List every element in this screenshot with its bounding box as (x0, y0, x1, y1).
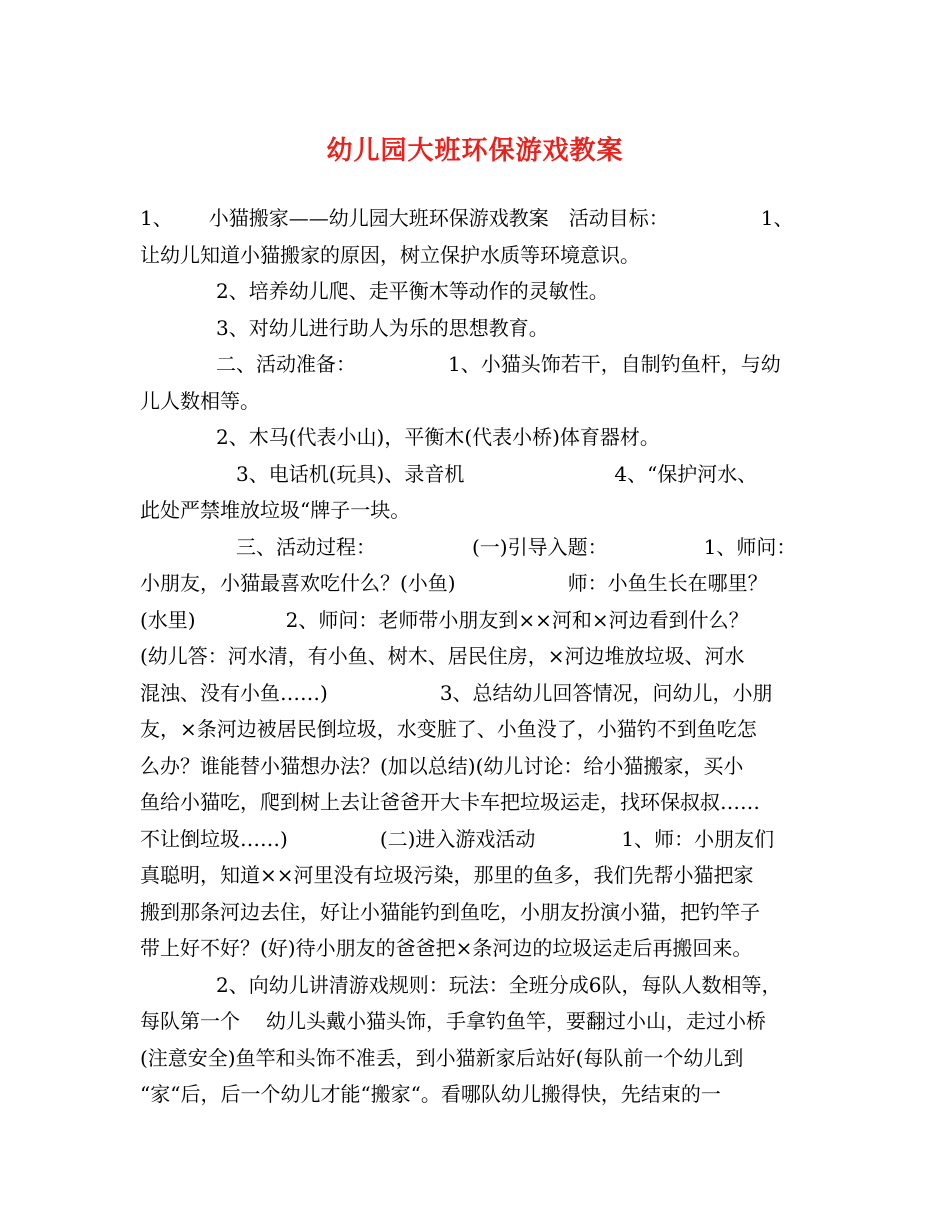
text-segment: 3、电话机(玩具)、录音机 (236, 461, 465, 486)
text-segment: 3、总结幼儿回答情况，问幼儿，小朋 (439, 680, 773, 705)
text-line (140, 529, 830, 566)
text-segment: 1、 (760, 206, 794, 230)
text-segment: 混浊、没有小鱼……) (140, 680, 328, 705)
text-line (140, 748, 830, 785)
text-segment: 3、对幼儿进行助人为乐的思想教育。 (216, 315, 549, 340)
text-segment: 么办？谁能替小猫想办法？(加以总结)(幼儿讨论：给小猫搬家，买小 (140, 753, 744, 778)
text-segment: 2、培养幼儿爬、走平衡木等动作的灵敏性。 (216, 279, 609, 303)
text-segment: 1、 (140, 206, 173, 230)
text-segment: 真聪明，知道××河里没有垃圾污染，那里的鱼多，我们先帮小猫把家 (140, 863, 754, 887)
text-line (140, 1040, 830, 1077)
text-line (140, 638, 830, 675)
text-segment: (幼儿答：河水清，有小鱼、树木、居民住房，×河边堆放垃圾、河水 (140, 644, 745, 668)
text-line (140, 857, 830, 894)
text-segment: 小猫搬家——幼儿园大班环保游戏教案 (208, 206, 549, 230)
text-segment: (注意安全)鱼竿和头饰不准丢，到小猫新家后站好(每队前一个幼儿到 (140, 1045, 744, 1070)
text-line (140, 1003, 830, 1040)
text-segment: 此处严禁堆放垃圾“牌子一块。 (140, 498, 411, 522)
document-body (140, 200, 830, 1113)
text-segment: 不让倒垃圾……) (140, 826, 288, 851)
text-line (140, 675, 830, 712)
text-segment: 活动目标： (568, 206, 669, 230)
text-segment: 1、小猫头饰若干，自制钓鱼杆，与幼 (448, 352, 781, 376)
text-segment: 鱼给小猫吃，爬到树上去让爸爸开大卡车把垃圾运走，找环保叔叔…… (140, 790, 760, 814)
text-segment: 1、师问： (703, 534, 797, 559)
text-segment: 1、师：小朋友们 (621, 826, 775, 851)
text-segment: 师：小鱼生长在哪里？ (567, 571, 768, 595)
text-segment: “家“后，后一个幼儿才能“搬家“。看哪队幼儿搬得快，先结束的一 (140, 1082, 721, 1106)
text-segment: 让幼儿知道小猫搬家的原因，树立保护水质等环境意识。 (140, 242, 640, 267)
text-segment: 2、师问：老师带小朋友到××河和×河边看到什么？ (285, 607, 749, 632)
text-line (140, 602, 830, 639)
text-segment: (水里) (140, 607, 196, 632)
text-line (140, 711, 830, 748)
text-segment: 2、向幼儿讲清游戏规则：玩法：全班分成6队，每队人数相等， (216, 972, 782, 997)
text-segment: 每队第一个 (140, 1009, 240, 1033)
text-segment: 幼儿头戴小猫头饰，手拿钓鱼竿，要翻过小山，走过小桥 (266, 1009, 766, 1033)
text-segment: (一)引导入题： (472, 534, 608, 559)
text-line (140, 237, 830, 274)
text-segment: 友，×条河边被居民倒垃圾，水变脏了、小鱼没了，小猫钓不到鱼吃怎 (140, 717, 757, 741)
text-line (140, 784, 830, 821)
text-line (140, 200, 830, 237)
text-line (140, 930, 830, 967)
text-line (140, 565, 830, 602)
text-line (140, 821, 830, 858)
text-segment: 小朋友，小猫最喜欢吃什么？(小鱼) (140, 571, 456, 595)
text-line (140, 346, 830, 383)
text-line (140, 419, 830, 456)
text-line (140, 273, 830, 310)
text-segment: 2、木马(代表小山)，平衡木(代表小桥)体育器材。 (216, 425, 660, 449)
text-line (140, 383, 830, 420)
text-segment: 搬到那条河边去住，好让小猫能钓到鱼吃，小朋友扮演小猫，把钓竿子 (140, 899, 760, 924)
text-line (140, 967, 830, 1004)
document-title: 幼儿园大班环保游戏教案 (326, 136, 624, 166)
text-segment: 4、“保护河水、 (614, 461, 758, 486)
text-line (140, 456, 830, 493)
text-line (140, 1076, 830, 1113)
text-segment: (二)进入游戏活动 (379, 826, 536, 851)
text-line (140, 894, 830, 931)
text-segment: 儿人数相等。 (140, 388, 260, 413)
text-segment: 三、活动过程： (236, 534, 376, 559)
text-segment: 带上好不好？(好)待小朋友的爸爸把×条河边的垃圾运走后再搬回来。 (140, 936, 753, 960)
text-line (140, 310, 830, 347)
text-line (140, 492, 830, 529)
text-segment: 二、活动准备： (216, 352, 356, 376)
